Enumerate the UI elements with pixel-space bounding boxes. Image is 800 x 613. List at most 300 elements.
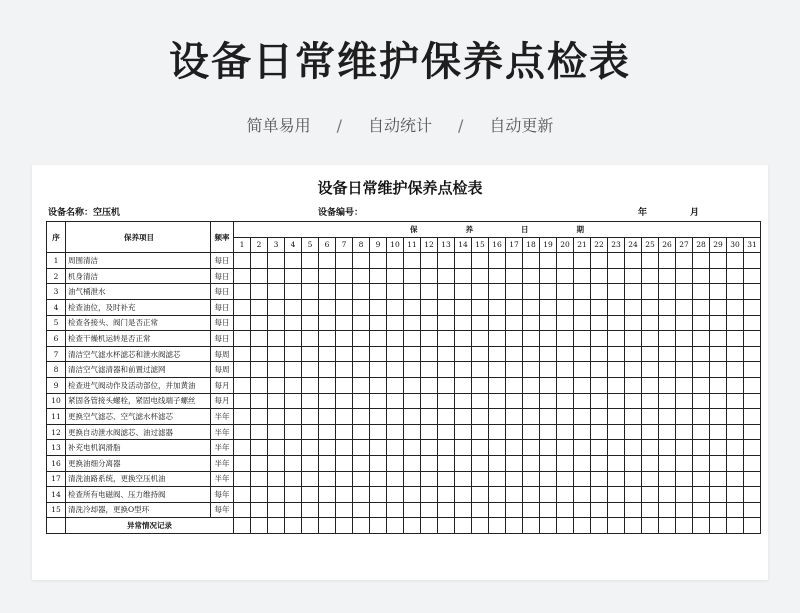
check-cell[interactable]: [438, 393, 455, 409]
check-cell[interactable]: [404, 331, 421, 347]
check-cell[interactable]: [693, 299, 710, 315]
check-cell[interactable]: [710, 440, 727, 456]
check-cell[interactable]: [234, 377, 251, 393]
check-cell[interactable]: [421, 471, 438, 487]
check-cell[interactable]: [744, 299, 761, 315]
check-cell[interactable]: [489, 299, 506, 315]
check-cell[interactable]: [387, 471, 404, 487]
check-cell[interactable]: [319, 502, 336, 518]
check-cell[interactable]: [744, 393, 761, 409]
check-cell[interactable]: [319, 440, 336, 456]
check-cell[interactable]: [744, 440, 761, 456]
check-cell[interactable]: [302, 299, 319, 315]
check-cell[interactable]: [387, 393, 404, 409]
check-cell[interactable]: [268, 440, 285, 456]
check-cell[interactable]: [591, 284, 608, 300]
check-cell[interactable]: [285, 471, 302, 487]
check-cell[interactable]: [676, 409, 693, 425]
check-cell[interactable]: [642, 331, 659, 347]
check-cell[interactable]: [574, 440, 591, 456]
check-cell[interactable]: [251, 331, 268, 347]
check-cell[interactable]: [625, 299, 642, 315]
check-cell[interactable]: [472, 362, 489, 378]
check-cell[interactable]: [472, 424, 489, 440]
check-cell[interactable]: [268, 377, 285, 393]
check-cell[interactable]: [523, 471, 540, 487]
check-cell[interactable]: [387, 253, 404, 269]
check-cell[interactable]: [642, 284, 659, 300]
check-cell[interactable]: [625, 440, 642, 456]
check-cell[interactable]: [285, 377, 302, 393]
check-cell[interactable]: [523, 284, 540, 300]
check-cell[interactable]: [302, 346, 319, 362]
check-cell[interactable]: [642, 440, 659, 456]
check-cell[interactable]: [421, 315, 438, 331]
remark-cell[interactable]: [591, 518, 608, 534]
check-cell[interactable]: [608, 424, 625, 440]
check-cell[interactable]: [404, 346, 421, 362]
check-cell[interactable]: [472, 253, 489, 269]
check-cell[interactable]: [693, 284, 710, 300]
check-cell[interactable]: [744, 455, 761, 471]
check-cell[interactable]: [234, 502, 251, 518]
check-cell[interactable]: [659, 299, 676, 315]
check-cell[interactable]: [727, 471, 744, 487]
check-cell[interactable]: [455, 362, 472, 378]
check-cell[interactable]: [421, 393, 438, 409]
check-cell[interactable]: [421, 377, 438, 393]
check-cell[interactable]: [438, 487, 455, 503]
check-cell[interactable]: [642, 455, 659, 471]
check-cell[interactable]: [302, 362, 319, 378]
check-cell[interactable]: [642, 393, 659, 409]
remark-cell[interactable]: [608, 518, 625, 534]
check-cell[interactable]: [285, 299, 302, 315]
remark-cell[interactable]: [727, 518, 744, 534]
check-cell[interactable]: [744, 346, 761, 362]
check-cell[interactable]: [268, 502, 285, 518]
check-cell[interactable]: [642, 409, 659, 425]
check-cell[interactable]: [710, 284, 727, 300]
check-cell[interactable]: [319, 253, 336, 269]
check-cell[interactable]: [625, 424, 642, 440]
check-cell[interactable]: [234, 487, 251, 503]
check-cell[interactable]: [455, 315, 472, 331]
check-cell[interactable]: [608, 393, 625, 409]
check-cell[interactable]: [455, 502, 472, 518]
check-cell[interactable]: [404, 487, 421, 503]
check-cell[interactable]: [285, 393, 302, 409]
check-cell[interactable]: [608, 253, 625, 269]
check-cell[interactable]: [251, 377, 268, 393]
check-cell[interactable]: [285, 253, 302, 269]
check-cell[interactable]: [574, 346, 591, 362]
check-cell[interactable]: [370, 346, 387, 362]
check-cell[interactable]: [744, 284, 761, 300]
remark-cell[interactable]: [336, 518, 353, 534]
check-cell[interactable]: [455, 471, 472, 487]
check-cell[interactable]: [727, 502, 744, 518]
check-cell[interactable]: [540, 424, 557, 440]
check-cell[interactable]: [319, 377, 336, 393]
check-cell[interactable]: [574, 268, 591, 284]
check-cell[interactable]: [710, 299, 727, 315]
check-cell[interactable]: [574, 393, 591, 409]
check-cell[interactable]: [370, 284, 387, 300]
check-cell[interactable]: [472, 331, 489, 347]
check-cell[interactable]: [353, 346, 370, 362]
check-cell[interactable]: [302, 471, 319, 487]
check-cell[interactable]: [574, 409, 591, 425]
check-cell[interactable]: [319, 284, 336, 300]
check-cell[interactable]: [557, 299, 574, 315]
check-cell[interactable]: [659, 284, 676, 300]
check-cell[interactable]: [387, 487, 404, 503]
check-cell[interactable]: [557, 471, 574, 487]
check-cell[interactable]: [659, 487, 676, 503]
check-cell[interactable]: [336, 393, 353, 409]
check-cell[interactable]: [744, 502, 761, 518]
check-cell[interactable]: [710, 455, 727, 471]
check-cell[interactable]: [693, 393, 710, 409]
check-cell[interactable]: [625, 471, 642, 487]
remark-cell[interactable]: [693, 518, 710, 534]
remark-cell[interactable]: [557, 518, 574, 534]
check-cell[interactable]: [268, 284, 285, 300]
check-cell[interactable]: [540, 409, 557, 425]
check-cell[interactable]: [489, 331, 506, 347]
check-cell[interactable]: [438, 346, 455, 362]
check-cell[interactable]: [336, 487, 353, 503]
remark-cell[interactable]: [404, 518, 421, 534]
check-cell[interactable]: [302, 455, 319, 471]
check-cell[interactable]: [659, 471, 676, 487]
check-cell[interactable]: [319, 268, 336, 284]
check-cell[interactable]: [642, 377, 659, 393]
check-cell[interactable]: [676, 455, 693, 471]
check-cell[interactable]: [744, 471, 761, 487]
check-cell[interactable]: [234, 409, 251, 425]
check-cell[interactable]: [438, 502, 455, 518]
check-cell[interactable]: [557, 440, 574, 456]
check-cell[interactable]: [727, 455, 744, 471]
check-cell[interactable]: [710, 409, 727, 425]
check-cell[interactable]: [608, 487, 625, 503]
check-cell[interactable]: [591, 362, 608, 378]
check-cell[interactable]: [676, 502, 693, 518]
check-cell[interactable]: [693, 487, 710, 503]
check-cell[interactable]: [421, 502, 438, 518]
check-cell[interactable]: [268, 315, 285, 331]
check-cell[interactable]: [438, 409, 455, 425]
check-cell[interactable]: [404, 253, 421, 269]
check-cell[interactable]: [455, 346, 472, 362]
check-cell[interactable]: [540, 315, 557, 331]
check-cell[interactable]: [591, 315, 608, 331]
check-cell[interactable]: [370, 331, 387, 347]
check-cell[interactable]: [506, 253, 523, 269]
check-cell[interactable]: [234, 440, 251, 456]
check-cell[interactable]: [438, 362, 455, 378]
check-cell[interactable]: [370, 315, 387, 331]
check-cell[interactable]: [523, 455, 540, 471]
check-cell[interactable]: [676, 284, 693, 300]
check-cell[interactable]: [387, 409, 404, 425]
check-cell[interactable]: [506, 424, 523, 440]
check-cell[interactable]: [489, 253, 506, 269]
check-cell[interactable]: [336, 268, 353, 284]
check-cell[interactable]: [659, 377, 676, 393]
check-cell[interactable]: [591, 424, 608, 440]
check-cell[interactable]: [370, 487, 387, 503]
check-cell[interactable]: [234, 393, 251, 409]
check-cell[interactable]: [421, 268, 438, 284]
check-cell[interactable]: [336, 455, 353, 471]
check-cell[interactable]: [285, 268, 302, 284]
check-cell[interactable]: [438, 299, 455, 315]
check-cell[interactable]: [421, 284, 438, 300]
check-cell[interactable]: [642, 362, 659, 378]
check-cell[interactable]: [319, 331, 336, 347]
check-cell[interactable]: [319, 409, 336, 425]
check-cell[interactable]: [659, 346, 676, 362]
check-cell[interactable]: [421, 487, 438, 503]
check-cell[interactable]: [591, 440, 608, 456]
check-cell[interactable]: [268, 393, 285, 409]
check-cell[interactable]: [387, 284, 404, 300]
check-cell[interactable]: [540, 471, 557, 487]
check-cell[interactable]: [693, 331, 710, 347]
check-cell[interactable]: [727, 315, 744, 331]
check-cell[interactable]: [472, 268, 489, 284]
check-cell[interactable]: [370, 424, 387, 440]
check-cell[interactable]: [472, 502, 489, 518]
check-cell[interactable]: [489, 487, 506, 503]
check-cell[interactable]: [506, 471, 523, 487]
check-cell[interactable]: [489, 440, 506, 456]
check-cell[interactable]: [625, 455, 642, 471]
check-cell[interactable]: [336, 299, 353, 315]
check-cell[interactable]: [319, 393, 336, 409]
check-cell[interactable]: [676, 362, 693, 378]
check-cell[interactable]: [523, 346, 540, 362]
check-cell[interactable]: [268, 409, 285, 425]
check-cell[interactable]: [302, 440, 319, 456]
check-cell[interactable]: [353, 299, 370, 315]
check-cell[interactable]: [455, 331, 472, 347]
check-cell[interactable]: [676, 440, 693, 456]
check-cell[interactable]: [336, 331, 353, 347]
check-cell[interactable]: [523, 377, 540, 393]
check-cell[interactable]: [438, 424, 455, 440]
check-cell[interactable]: [727, 393, 744, 409]
check-cell[interactable]: [302, 424, 319, 440]
check-cell[interactable]: [251, 440, 268, 456]
check-cell[interactable]: [404, 377, 421, 393]
check-cell[interactable]: [438, 253, 455, 269]
check-cell[interactable]: [523, 393, 540, 409]
check-cell[interactable]: [659, 253, 676, 269]
check-cell[interactable]: [676, 393, 693, 409]
check-cell[interactable]: [421, 424, 438, 440]
check-cell[interactable]: [642, 268, 659, 284]
check-cell[interactable]: [557, 424, 574, 440]
check-cell[interactable]: [455, 424, 472, 440]
check-cell[interactable]: [506, 393, 523, 409]
check-cell[interactable]: [353, 440, 370, 456]
check-cell[interactable]: [387, 424, 404, 440]
check-cell[interactable]: [693, 409, 710, 425]
check-cell[interactable]: [472, 315, 489, 331]
check-cell[interactable]: [676, 377, 693, 393]
check-cell[interactable]: [387, 502, 404, 518]
check-cell[interactable]: [251, 409, 268, 425]
check-cell[interactable]: [659, 315, 676, 331]
check-cell[interactable]: [404, 362, 421, 378]
remark-cell[interactable]: [710, 518, 727, 534]
check-cell[interactable]: [455, 393, 472, 409]
check-cell[interactable]: [574, 284, 591, 300]
check-cell[interactable]: [251, 315, 268, 331]
check-cell[interactable]: [642, 346, 659, 362]
check-cell[interactable]: [353, 393, 370, 409]
check-cell[interactable]: [625, 409, 642, 425]
check-cell[interactable]: [489, 502, 506, 518]
check-cell[interactable]: [540, 346, 557, 362]
check-cell[interactable]: [404, 424, 421, 440]
check-cell[interactable]: [336, 424, 353, 440]
check-cell[interactable]: [387, 377, 404, 393]
check-cell[interactable]: [540, 284, 557, 300]
check-cell[interactable]: [625, 362, 642, 378]
check-cell[interactable]: [438, 315, 455, 331]
check-cell[interactable]: [319, 362, 336, 378]
check-cell[interactable]: [710, 253, 727, 269]
check-cell[interactable]: [319, 487, 336, 503]
remark-cell[interactable]: [251, 518, 268, 534]
check-cell[interactable]: [557, 502, 574, 518]
check-cell[interactable]: [234, 268, 251, 284]
check-cell[interactable]: [676, 253, 693, 269]
check-cell[interactable]: [693, 471, 710, 487]
check-cell[interactable]: [523, 299, 540, 315]
check-cell[interactable]: [727, 346, 744, 362]
check-cell[interactable]: [370, 377, 387, 393]
remark-cell[interactable]: [387, 518, 404, 534]
check-cell[interactable]: [336, 409, 353, 425]
check-cell[interactable]: [608, 299, 625, 315]
check-cell[interactable]: [608, 331, 625, 347]
check-cell[interactable]: [353, 424, 370, 440]
check-cell[interactable]: [608, 409, 625, 425]
check-cell[interactable]: [540, 331, 557, 347]
check-cell[interactable]: [387, 331, 404, 347]
check-cell[interactable]: [319, 346, 336, 362]
check-cell[interactable]: [353, 253, 370, 269]
check-cell[interactable]: [251, 268, 268, 284]
check-cell[interactable]: [336, 315, 353, 331]
check-cell[interactable]: [404, 284, 421, 300]
check-cell[interactable]: [438, 331, 455, 347]
check-cell[interactable]: [489, 346, 506, 362]
check-cell[interactable]: [319, 315, 336, 331]
check-cell[interactable]: [302, 331, 319, 347]
check-cell[interactable]: [251, 299, 268, 315]
check-cell[interactable]: [251, 346, 268, 362]
check-cell[interactable]: [591, 455, 608, 471]
check-cell[interactable]: [455, 299, 472, 315]
check-cell[interactable]: [591, 268, 608, 284]
check-cell[interactable]: [676, 268, 693, 284]
check-cell[interactable]: [489, 362, 506, 378]
remark-cell[interactable]: [268, 518, 285, 534]
check-cell[interactable]: [489, 377, 506, 393]
check-cell[interactable]: [370, 393, 387, 409]
check-cell[interactable]: [285, 315, 302, 331]
check-cell[interactable]: [421, 299, 438, 315]
check-cell[interactable]: [744, 487, 761, 503]
check-cell[interactable]: [387, 346, 404, 362]
check-cell[interactable]: [234, 284, 251, 300]
check-cell[interactable]: [506, 377, 523, 393]
check-cell[interactable]: [625, 502, 642, 518]
check-cell[interactable]: [625, 331, 642, 347]
check-cell[interactable]: [574, 377, 591, 393]
check-cell[interactable]: [234, 299, 251, 315]
check-cell[interactable]: [659, 268, 676, 284]
check-cell[interactable]: [727, 284, 744, 300]
check-cell[interactable]: [608, 377, 625, 393]
check-cell[interactable]: [574, 253, 591, 269]
check-cell[interactable]: [744, 362, 761, 378]
check-cell[interactable]: [557, 487, 574, 503]
check-cell[interactable]: [353, 362, 370, 378]
check-cell[interactable]: [353, 455, 370, 471]
check-cell[interactable]: [285, 487, 302, 503]
check-cell[interactable]: [285, 455, 302, 471]
check-cell[interactable]: [693, 377, 710, 393]
check-cell[interactable]: [574, 502, 591, 518]
check-cell[interactable]: [302, 315, 319, 331]
check-cell[interactable]: [251, 424, 268, 440]
check-cell[interactable]: [234, 471, 251, 487]
check-cell[interactable]: [591, 409, 608, 425]
check-cell[interactable]: [659, 409, 676, 425]
check-cell[interactable]: [608, 268, 625, 284]
check-cell[interactable]: [455, 268, 472, 284]
check-cell[interactable]: [625, 268, 642, 284]
check-cell[interactable]: [489, 471, 506, 487]
check-cell[interactable]: [472, 299, 489, 315]
remark-cell[interactable]: [744, 518, 761, 534]
check-cell[interactable]: [659, 331, 676, 347]
check-cell[interactable]: [506, 315, 523, 331]
check-cell[interactable]: [506, 440, 523, 456]
check-cell[interactable]: [693, 346, 710, 362]
remark-cell[interactable]: [642, 518, 659, 534]
check-cell[interactable]: [557, 409, 574, 425]
check-cell[interactable]: [387, 315, 404, 331]
check-cell[interactable]: [557, 315, 574, 331]
check-cell[interactable]: [727, 331, 744, 347]
remark-cell[interactable]: [472, 518, 489, 534]
check-cell[interactable]: [251, 362, 268, 378]
check-cell[interactable]: [336, 253, 353, 269]
check-cell[interactable]: [557, 393, 574, 409]
check-cell[interactable]: [370, 502, 387, 518]
check-cell[interactable]: [489, 284, 506, 300]
check-cell[interactable]: [625, 487, 642, 503]
